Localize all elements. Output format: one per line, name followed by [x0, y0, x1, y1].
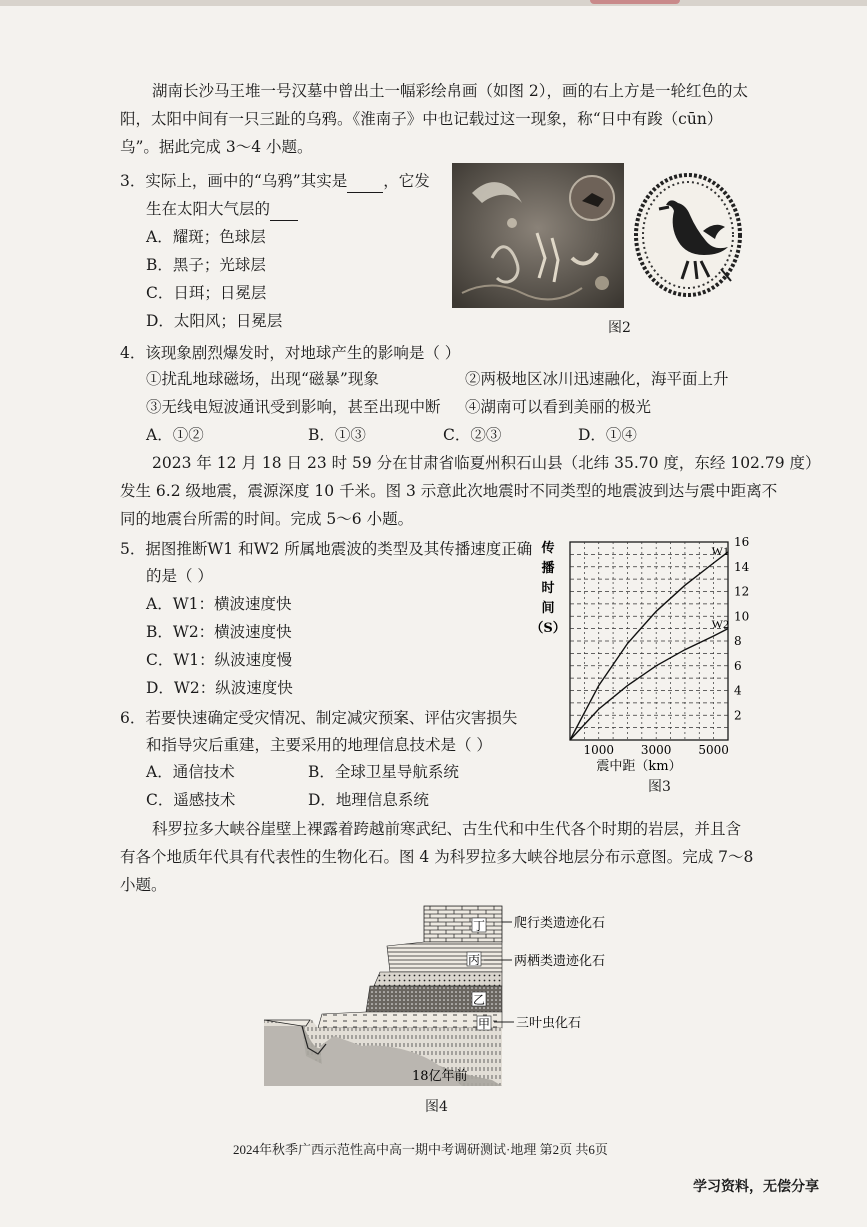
intro3-line-1: 科罗拉多大峡谷崖壁上裸露着跨越前寒武纪、古生代和中生代各个时期的岩层，并且含 [152, 820, 742, 838]
annotation-amphibian-fossil: 两栖类遗迹化石 [514, 954, 606, 969]
y-tick-label: 6 [734, 658, 742, 673]
y-tick-label: 16 [734, 535, 750, 549]
q3-option-b: B．黑子；光球层 [146, 256, 266, 274]
q3-stem-c: 生在太阳大气层的 [146, 200, 271, 218]
layer-label-jia: 甲 [477, 1017, 491, 1031]
q3-stem-a: 3．实际上，画中的“乌鸦”其实是 [120, 172, 348, 190]
y-axis-label-char: 传 [541, 541, 555, 556]
y-tick-label: 2 [734, 708, 742, 723]
y-axis-label-char: 播 [541, 561, 555, 576]
q5-option-a: A．W1：横波速度快 [146, 595, 292, 613]
page-footer: 2024年秋季广西示范性高中高一期中考调研测试·地理 第2页 共6页 [233, 1142, 608, 1157]
series-lines [570, 544, 729, 740]
x-tick-label: 5000 [698, 743, 729, 757]
layer-label-yi: 乙 [472, 993, 486, 1007]
figure-3-caption: 图3 [648, 779, 671, 795]
y-tick-label: 10 [734, 609, 750, 624]
q5-option-c: C．W1：纵波速度慢 [146, 651, 293, 669]
q6-stem-line-2: 和指导灾后重建，主要采用的地理信息技术是（ ） [146, 736, 492, 754]
scan-top-mark [590, 0, 680, 4]
layer-label-bing: 丙 [467, 953, 481, 967]
figure-4-caption: 图4 [425, 1099, 448, 1115]
intro3-line-3: 小题。 [120, 876, 167, 894]
q6-option-a: A．通信技术 [146, 763, 235, 781]
intro2-line-1: 2023 年 12 月 18 日 23 时 59 分在甘肃省临夏州积石山县（北纬 35.70 度，东经 102.79 度） [152, 454, 821, 472]
q4-option-c: C．②③ [443, 426, 502, 444]
q4-item-4: ④湖南可以看到美丽的极光 [465, 398, 652, 416]
q4-stem: 4．该现象剧烈爆发时，对地球产生的影响是（ ） [120, 344, 461, 362]
q3-stem-b: ，它发 [383, 172, 430, 190]
q3-option-d: D．太阳风；日冕层 [146, 312, 283, 330]
y-axis-label-char: （S） [530, 621, 566, 636]
series-label-w1: W1 [711, 544, 729, 559]
q4-option-a: A．①② [146, 426, 204, 444]
q4-option-b: B．①③ [308, 426, 366, 444]
x-ticks [583, 743, 728, 757]
x-tick-label: 3000 [640, 743, 672, 757]
figure-2-crow-emblem [633, 173, 743, 298]
series-line-w1 [570, 552, 728, 740]
scan-top-edge [0, 0, 867, 6]
y-axis-label-char: 间 [541, 601, 555, 616]
q3-stem-line-1 [120, 170, 430, 193]
series-line-w2 [570, 629, 728, 740]
q3-blank-2 [270, 198, 298, 221]
q6-option-d: D．地理信息系统 [308, 791, 429, 809]
figure-4-strata-diagram [262, 898, 622, 1090]
y-ticks [734, 535, 750, 722]
q5-stem-line-1: 5．据图推断W1 和W2 所属地震波的类型及其传播速度正确 [120, 540, 533, 558]
figure-3-chart [530, 535, 758, 776]
q4-item-3: ③无线电短波通讯受到影响，甚至出现中断 [146, 398, 441, 416]
y-tick-label: 12 [734, 584, 750, 599]
layer-label-ding: 丁 [472, 919, 486, 933]
y-axis-label [530, 540, 565, 636]
x-tick-label: 1000 [583, 743, 615, 757]
q4-item-2: ②两极地区冰川迅速融化，海平面上升 [465, 370, 729, 388]
age-label: 18亿年前 [412, 1069, 468, 1084]
q6-stem-line-1: 6．若要快速确定受灾情况、制定减灾预案、评估灾害损失 [120, 709, 518, 727]
intro2-line-2: 发生 6.2 级地震，震源深度 10 千米。图 3 示意此次地震时不同类型的地震波到达与震中距离不 [120, 482, 778, 500]
y-tick-label: 4 [734, 683, 742, 698]
series-label-w2: W2 [711, 617, 729, 632]
q5-option-b: B．W2：横波速度快 [146, 623, 292, 641]
q3-option-a: A．耀斑；色球层 [146, 228, 266, 246]
intro1-line-2: 阳，太阳中间有一只三趾的乌鸦。《淮南子》中也记载过这一现象，称“日中有踆（cūn） [120, 110, 723, 128]
intro1-line-1: 湖南长沙马王堆一号汉墓中曾出土一幅彩绘帛画（如图 2），画的右上方是一轮红色的太 [152, 82, 749, 100]
figure-2-caption: 图2 [608, 320, 631, 336]
q4-item-1: ①扰乱地球磁场，出现“磁暴”现象 [146, 370, 379, 388]
q3-stem-line-2 [146, 198, 298, 221]
q5-stem-line-2: 的是（ ） [146, 567, 213, 585]
y-axis-label-char: 时 [541, 581, 555, 596]
intro1-line-3: 乌”。据此完成 3～4 小题。 [120, 138, 313, 156]
annotation-reptile-fossil: 爬行类遗迹化石 [514, 916, 606, 931]
q3-blank-1 [347, 170, 383, 193]
q4-option-d: D．①④ [578, 426, 637, 444]
q6-option-b: B．全球卫星导航系统 [308, 763, 459, 781]
intro2-line-3: 同的地震台所需的时间。完成 5～6 小题。 [120, 510, 414, 528]
q3-option-c: C．日珥；日冕层 [146, 284, 267, 302]
q6-option-c: C．遥感技术 [146, 791, 236, 809]
x-axis-label: 震中距（km） [596, 759, 682, 774]
y-tick-label: 8 [734, 634, 742, 648]
q5-option-d: D．W2：纵波速度快 [146, 679, 293, 697]
intro3-line-2: 有各个地质年代具有代表性的生物化石。图 4 为科罗拉多大峡谷地层分布示意图。完成 7～8 [120, 848, 754, 866]
figure-2-silk-painting [452, 163, 624, 308]
annotation-trilobite-fossil: 三叶虫化石 [516, 1016, 582, 1031]
watermark-text: 学习资料，无偿分享 [693, 1179, 819, 1195]
y-tick-label: 14 [734, 559, 750, 574]
